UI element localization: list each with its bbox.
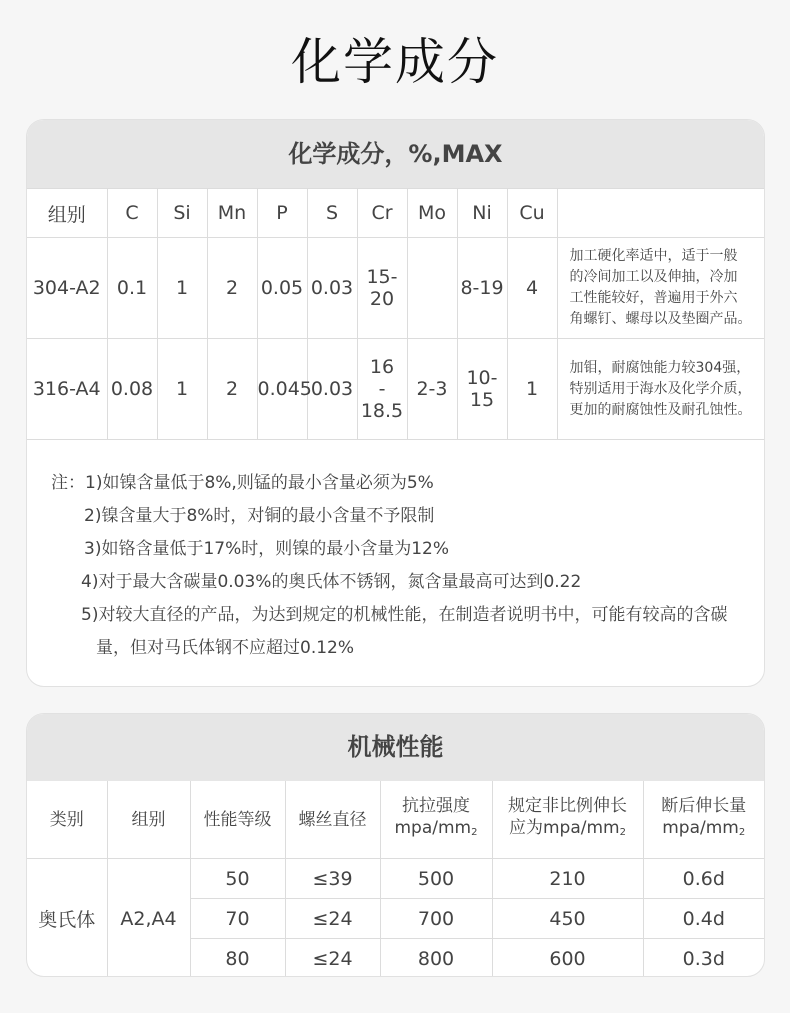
cell-s: 0.03 [307,339,357,440]
note-line: 3)如铬含量低于17%时，则镍的最小含量为12% [84,539,450,559]
cell-mn: 2 [207,339,257,440]
cell-description [557,339,764,440]
table-header-row [27,189,764,238]
cell-thread: ≤24 [285,899,380,939]
header-tensile-strength [380,781,492,859]
chemical-composition-card [26,119,765,687]
table-row [27,859,764,899]
header-cell: S [307,189,357,238]
cell-p: 0.05 [257,238,307,339]
cell-cr [357,339,407,440]
header-cell: Mn [207,189,257,238]
cell-elongation: 0.6d [643,859,764,899]
header-cell: Ni [457,189,507,238]
header-cell: Cr [357,189,407,238]
cell-group: 304-A2 [27,238,107,339]
description-line: 角螺钉、螺母以及垫圈产品。 [569,311,752,327]
cell-mo: 2-3 [407,339,457,440]
cr-line: - [378,378,386,400]
cell-p: 0.045 [257,339,307,440]
description-line: 更加的耐腐蚀性及耐孔蚀性。 [569,401,752,418]
cell-elongation: 0.4d [643,899,764,939]
cell-grade: 50 [190,859,285,899]
header-line [644,817,765,844]
unit-text: 应为mpa/mm [509,818,620,838]
description-line: 加工硬化率适中，适于一般 [569,248,738,264]
table-row [27,339,764,440]
cell-si: 1 [157,339,207,440]
cell-category: 奥氏体 [27,859,107,978]
cell-tensile: 700 [380,899,492,939]
description-line: 的冷间加工以及伸抽，冷加 [569,269,738,285]
cell-elongation: 0.3d [643,939,764,978]
mechanical-properties-card [26,713,765,977]
cell-yield: 600 [492,939,643,978]
header-cell: Si [157,189,207,238]
mechanical-properties-title: 机械性能 [27,714,764,781]
cell-mo [407,238,457,339]
note-line: 5)对较大直径的产品，为达到规定的机械性能，在制造者说明书中，可能有较高的含碳 [81,605,728,625]
cell-ni: 10-15 [457,339,507,440]
header-line: 抗拉强度 [402,796,470,816]
table-header-row [27,781,764,859]
unit-subscript: 2 [738,827,746,838]
description-line: 特别适用于海水及化学介质， [569,380,752,397]
unit-subscript: 2 [619,827,626,838]
description-line: 工性能较好，普遍用于外六 [569,290,738,306]
header-cell: 组别 [27,189,107,238]
cell-c: 0.1 [107,238,157,339]
cell-c: 0.08 [107,339,157,440]
description-line: 加钼，耐腐蚀能力较304强， [569,359,751,376]
header-cell: C [107,189,157,238]
cell-yield: 210 [492,859,643,899]
page-title: 化学成分 [291,33,499,91]
header-cell: Cu [507,189,557,238]
cell-cu: 1 [507,339,557,440]
header-elongation [643,781,764,859]
header-grade: 性能等级 [190,781,285,859]
header-yield-strength [492,781,643,859]
mechanical-properties-table [27,781,764,977]
cell-tensile: 500 [380,859,492,899]
header-cell: P [257,189,307,238]
note-line: 注：1)如镍含量低于8%,则锰的最小含量必须为5% [51,473,434,493]
cell-grade: 70 [190,899,285,939]
header-line: 断后伸长量 [661,796,747,816]
header-line: 规定非比例伸长 [508,796,627,816]
cell-tensile: 800 [380,939,492,978]
cell-description [557,238,764,339]
header-line [381,817,492,844]
header-thread-diameter: 螺丝直径 [285,781,380,859]
unit-text: mpa/mm [662,818,739,838]
unit-subscript: 2 [471,827,478,838]
note-line: 量，但对马氏体钢不应超过0.12% [96,638,355,658]
cell-s: 0.03 [307,238,357,339]
cell-thread: ≤24 [285,939,380,978]
cell-cu: 4 [507,238,557,339]
header-cell: Mo [407,189,457,238]
cell-mn: 2 [207,238,257,339]
cell-yield: 450 [492,899,643,939]
table-row [27,238,764,339]
cell-cr: 15-20 [357,238,407,339]
cr-line: 16 [369,356,395,378]
cr-line: 18.5 [360,400,404,422]
note-line: 4)对于最大含碳量0.03%的奥氏体不锈钢，氮含量最高可达到0.22 [81,572,582,592]
chemical-composition-table [27,188,764,440]
cell-group: A2,A4 [107,859,190,978]
notes-block [27,440,764,665]
cell-group: 316-A4 [27,339,107,440]
note-line: 2)镍含量大于8%时，对铜的最小含量不予限制 [84,506,435,526]
header-category: 类别 [27,781,107,859]
cell-ni: 8-19 [457,238,507,339]
cell-thread: ≤39 [285,859,380,899]
header-line [493,817,643,844]
unit-text: mpa/mm [394,818,472,838]
header-group: 组别 [107,781,190,859]
cell-grade: 80 [190,939,285,978]
cell-si: 1 [157,238,207,339]
chemical-composition-title: 化学成分，%,MAX [27,120,764,188]
header-cell [557,189,764,238]
